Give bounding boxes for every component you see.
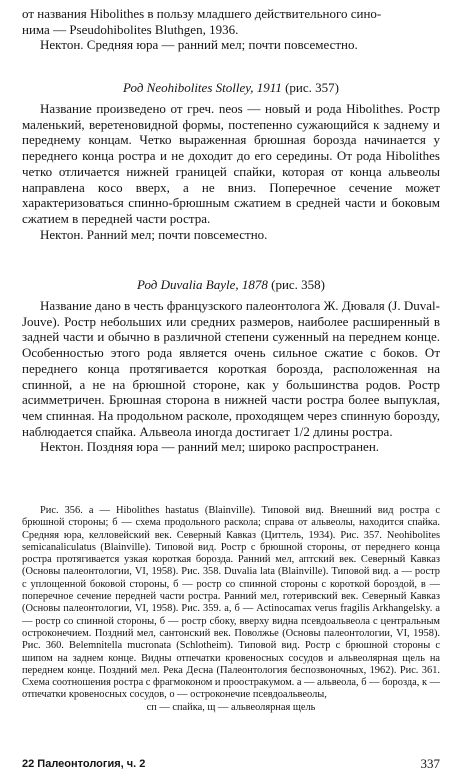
text-line: от названия Hibolithes в пользу младшего действительного сино-	[22, 6, 382, 21]
genus-heading	[22, 277, 440, 293]
genus-description: Название произведено от греч. neos — новый и рода Hibolithes. Ростр маленький, веретеновидной формы, постепенно сужающийся к заднему и переднему концам. Четко выраженная брюшная борозда начинается у переднего конца ростра и не доходит до его середины. От рода Hibolithes четко отличается нижней границей спайки, которая от конца альвеолы направлена косо вверх, а не вниз. Поперечное сечение может характеризоваться спинно-брюшным сжатием в средней части и боковым сжатием в передней части ростра.	[22, 101, 440, 226]
text-line: нима — Pseudohibolites Bluthgen, 1936.	[22, 21, 239, 37]
nekton-note: Нектон. Поздняя юра — ранний мел; широко распространен.	[40, 439, 380, 455]
page-number: 337	[420, 756, 440, 771]
genus-description: Название дано в честь французского палеонтолога Ж. Дюваля (J. Duval-Jouve). Ростр небольших или средних размеров, наиболее расширенный в задней части и обычно в различной степени суженный на переднем конце. Особенностью этого рода является очень сильное сжатие с боков. От переднего конца протягивается короткая борозда, расположенная на спинной, а не на брюшной стороне, как у большинства родов. Ростр асимметричен. Брюшная сторона в нижней части ростра более выпуклая, чем спинная. На продольном расколе, проходящем через спинную борозду, наблюдается спайка. Альвеола иногда достигает 1/2 длины ростра.	[22, 298, 440, 439]
nekton-note: Нектон. Ранний мел; почти повсеместно.	[40, 226, 268, 242]
continued-text	[22, 6, 440, 53]
signature-mark: 22 Палеонтология, ч. 2	[22, 758, 146, 770]
figure-reference: (рис. 358)	[267, 277, 325, 292]
nekton-note: Нектон. Средняя юра — ранний мел; почти повсеместно.	[40, 37, 358, 53]
figure-reference: (рис. 357)	[281, 80, 339, 95]
genus-duvalia-section	[22, 277, 440, 455]
genus-name: Род Neohibolites Stolley, 1911	[123, 80, 282, 95]
caption-text: Рис. 356. а — Hibolithes hastatus (Blainville). Типовой вид. Внешний вид ростра с брюшной стороны; б — схема продольного раскола; справа от альвеолы, находится спайка. Средняя юра, келловейский век. Северный Кавказ (Циттель, 1934). Рис. 357. Neohibolites semicanaliculatus (Blainville). Типовой вид. Ростр с брюшной стороны, от переднего конца ростра протягивается узкая короткая борозда. Ранний мел, аптский век. Северный Кавказ (Основы палеонтологии, VI, 1958). Рис. 358. Duvalia lata (Blainville). Типовой вид. а — ростр с уплощенной боковой стороны, б — ростр со спинной стороны с короткой бороздой, в — поперечное сечение передней части ростра. Ранний мел, готеривский век. Северный Кавказ (Основы палеонтологии, VI, 1958). Рис. 359. а, б — Actinocamax verus fragilis Arkhangelsky. а — ростр со спинной стороны, б — ростр сбоку, вверху видна псевдоальвеола с центральным остроконечием. Поздний мел, сантонский век. Поволжье (Основы палеонтологии, VI, 1958). Рис. 360. Belemnitella mucronata (Schlotheim). Типовой вид. Ростр с брюшной стороны с шипом на заднем конце. Видны отпечатки кровеносных сосудов и альвеолярная щель на переднем конце. Поздний мел. Река Десна (Палеонтология беспозвоночных, 1962). Рис. 361. Схема соотношения ростра с фрагмоконом и проостракумом. а — альвеола, б — борозда, к — отпечатки кровеносных сосудов, о — остроконечие псевдоальвеолы,	[22, 505, 440, 701]
genus-neohibolites-section	[22, 80, 440, 242]
caption-last-line: сп — спайка, щ — альвеолярная щель	[146, 701, 316, 713]
figure-captions	[22, 505, 440, 714]
genus-heading	[22, 80, 440, 96]
genus-name: Род Duvalia Bayle, 1878	[137, 277, 268, 292]
